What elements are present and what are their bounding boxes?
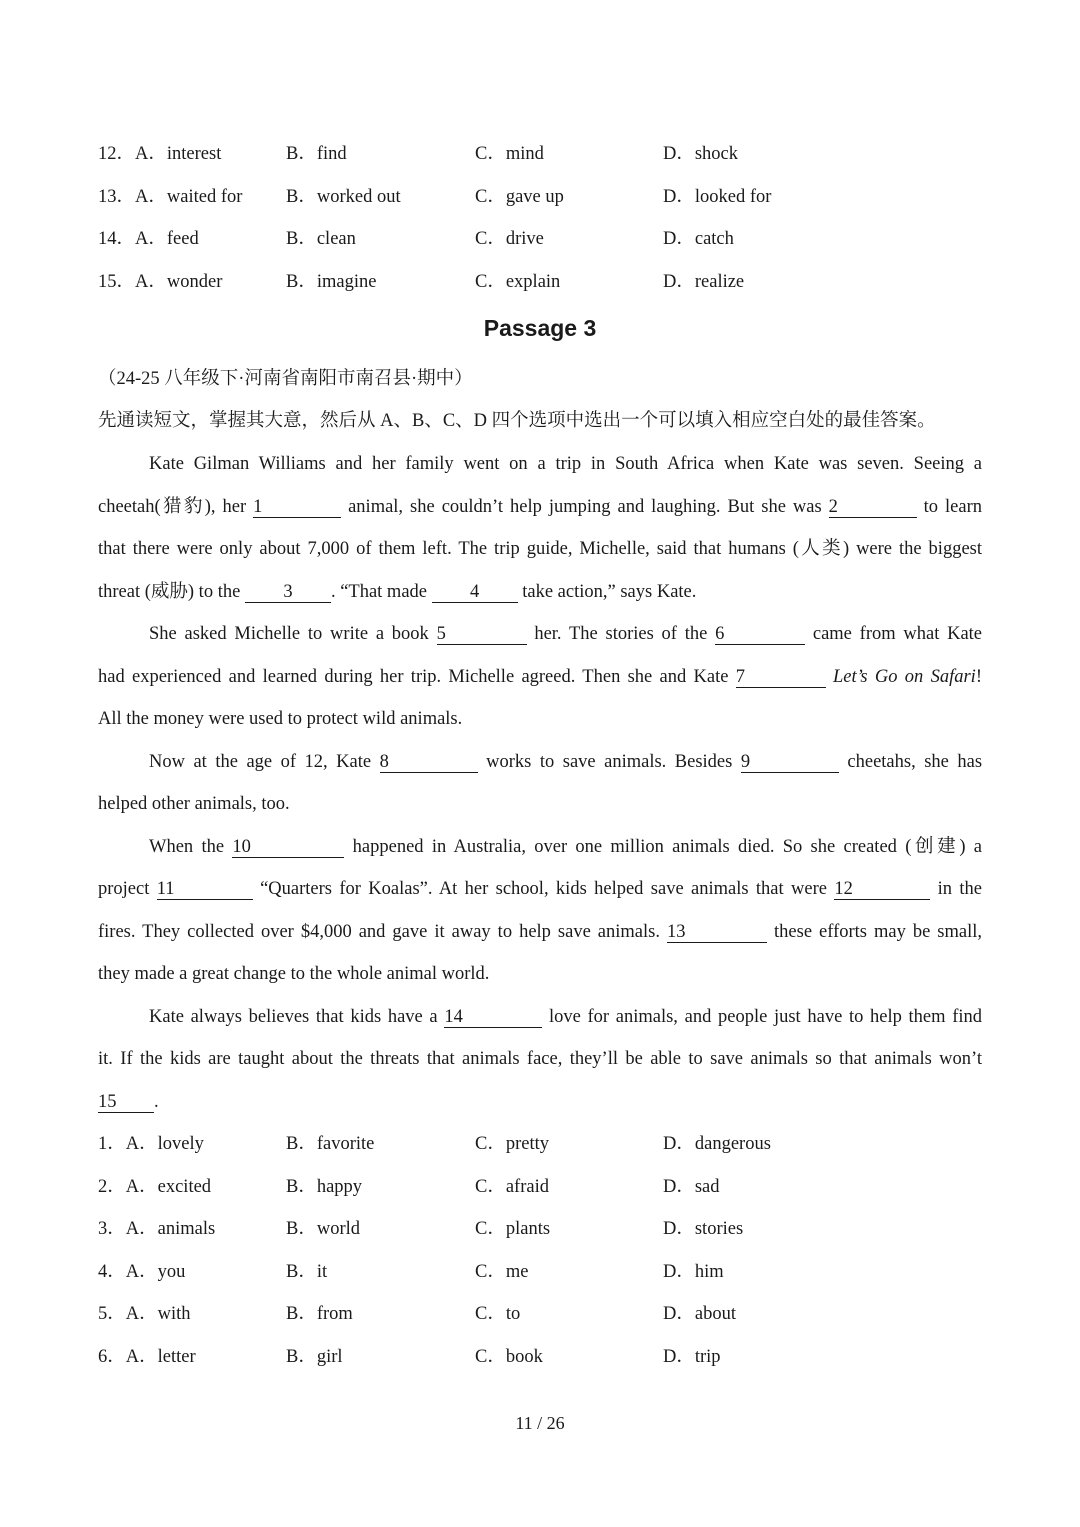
question-number: 15． — [98, 271, 136, 292]
source-line: （24-25 八年级下·河南省南阳市南召县·期中） — [98, 369, 473, 389]
blank-9: 9 — [741, 752, 839, 773]
option-c: C．plants — [475, 1219, 551, 1239]
option-a: A．letter — [125, 1346, 196, 1367]
blank-13: 13 — [667, 922, 767, 943]
blank-10: 10 — [232, 837, 344, 858]
page-number: 11 / 26 — [515, 1413, 565, 1433]
blank-4: 4 — [432, 582, 518, 603]
book-title: Let’s Go on Safari — [833, 667, 976, 687]
blank-14: 14 — [444, 1007, 542, 1028]
paragraph-line: cheetah(猎豹), her 1 animal, she couldn’t help jumping and laughing. But she was 2 to learn — [98, 497, 982, 517]
paragraph-line: Kate Gilman Williams and her family went on a trip in South Africa when Kate was seven. Seeing a — [149, 454, 982, 474]
paragraph-line: threat (威胁) to the 3 . “That made 4 take action,” says Kate. — [98, 582, 697, 602]
option-a: A．excited — [125, 1176, 212, 1197]
option-b: B．find — [286, 144, 347, 164]
paragraph-line: Kate always believes that kids have a 14 love for animals, and people just have to help them find — [149, 1007, 983, 1027]
option-c: C．drive — [475, 229, 544, 249]
option-a: A．animals — [125, 1219, 216, 1239]
option-a: A．you — [125, 1261, 186, 1282]
option-a: A．with — [125, 1304, 191, 1324]
question-row — [98, 1176, 998, 1219]
question-number: 14． — [98, 229, 136, 249]
question-number: 6． — [98, 1346, 126, 1367]
option-b: B．world — [286, 1219, 361, 1239]
option-a: A．waited for — [135, 186, 243, 207]
option-c: C．mind — [475, 144, 544, 164]
question-number: 4． — [98, 1261, 126, 1282]
paragraph-line: When the 10 happened in Australia, over one million animals died. So she created (创建) a — [149, 837, 983, 857]
paragraph-line: Now at the age of 12, Kate 8 works to save animals. Besides 9 cheetahs, she has — [149, 752, 983, 772]
option-c: C．afraid — [475, 1176, 549, 1197]
option-b: B．favorite — [286, 1134, 375, 1154]
option-c: C．explain — [475, 271, 561, 292]
option-c: C．to — [475, 1304, 521, 1324]
option-d: D．him — [663, 1261, 724, 1282]
paragraph-line: 15 . — [98, 1092, 159, 1112]
question-number: 5． — [98, 1304, 126, 1324]
option-d: D．catch — [663, 229, 734, 249]
option-b: B．clean — [286, 229, 356, 249]
question-number: 12． — [98, 144, 136, 164]
option-d: D．realize — [663, 271, 745, 292]
option-b: B．it — [286, 1261, 328, 1282]
option-b: B．imagine — [286, 271, 377, 292]
blank-7: 7 — [736, 667, 826, 688]
top-options-list — [98, 143, 998, 313]
blank-15: 15 — [98, 1092, 154, 1113]
blank-11: 11 — [157, 879, 253, 900]
option-c: C．gave up — [475, 186, 564, 207]
paragraph-line: fires. They collected over $4,000 and gave it away to help save animals. 13 these efforts may be small, — [98, 922, 983, 942]
paragraph-line: She asked Michelle to write a book 5 her. The stories of the 6 came from what Kate — [149, 624, 983, 644]
option-d: D．sad — [663, 1176, 720, 1197]
option-b: B．worked out — [286, 186, 401, 207]
instruction-line: 先通读短文，掌握其大意，然后从 A、B、C、D 四个选项中选出一个可以填入相应空白处的最佳答案。 — [98, 411, 936, 431]
question-row — [98, 1133, 998, 1176]
option-b: B．girl — [286, 1346, 343, 1367]
option-d: D．trip — [663, 1346, 721, 1367]
blank-1: 1 — [253, 497, 341, 518]
blank-8: 8 — [380, 752, 478, 773]
option-b: B．from — [286, 1304, 353, 1324]
question-row — [98, 1261, 998, 1304]
option-a: A．feed — [135, 229, 199, 249]
paragraph-line: it. If the kids are taught about the threats that animals face, they’ll be able to save animals so that animals won’t — [98, 1049, 982, 1069]
paragraph-line: All the money were used to protect wild animals. — [98, 709, 463, 729]
blank-3: 3 — [245, 582, 331, 603]
blank-2: 2 — [829, 497, 917, 518]
passage-title: Passage 3 — [483, 315, 597, 341]
question-row — [98, 143, 998, 186]
blank-6: 6 — [715, 624, 805, 645]
option-d: D．about — [663, 1304, 736, 1324]
paragraph-line: they made a great change to the whole animal world. — [98, 964, 490, 984]
question-number: 3． — [98, 1219, 126, 1239]
option-d: D．dangerous — [663, 1134, 771, 1154]
paragraph-line: helped other animals, too. — [98, 794, 290, 814]
option-c: C．me — [475, 1261, 529, 1282]
answer-options-list — [98, 1133, 998, 1388]
option-d: D．looked for — [663, 186, 772, 207]
paragraph-line: had experienced and learned during her trip. Michelle agreed. Then she and Kate 7 Let’s Go on Safari! — [98, 667, 982, 687]
option-a: A．lovely — [125, 1134, 204, 1154]
question-row — [98, 1346, 998, 1389]
option-c: C．book — [475, 1346, 543, 1367]
question-number: 1． — [98, 1134, 126, 1154]
option-b: B．happy — [286, 1176, 363, 1197]
blank-12: 12 — [834, 879, 930, 900]
blank-5: 5 — [437, 624, 527, 645]
question-row — [98, 271, 998, 314]
question-row — [98, 186, 998, 229]
option-a: A．wonder — [135, 271, 223, 292]
question-row — [98, 1218, 998, 1261]
question-number: 13． — [98, 186, 136, 207]
question-row — [98, 228, 998, 271]
paragraph-line: that there were only about 7,000 of them left. The trip guide, Michelle, said that humans (人类) were the biggest — [98, 539, 982, 559]
option-d: D．stories — [663, 1219, 744, 1239]
paragraph-line: project 11 “Quarters for Koalas”. At her school, kids helped save animals that were 12 in the — [98, 879, 983, 899]
option-a: A．interest — [135, 144, 222, 164]
question-row — [98, 1303, 998, 1346]
question-number: 2． — [98, 1176, 126, 1197]
option-d: D．shock — [663, 144, 739, 164]
option-c: C．pretty — [475, 1134, 549, 1154]
